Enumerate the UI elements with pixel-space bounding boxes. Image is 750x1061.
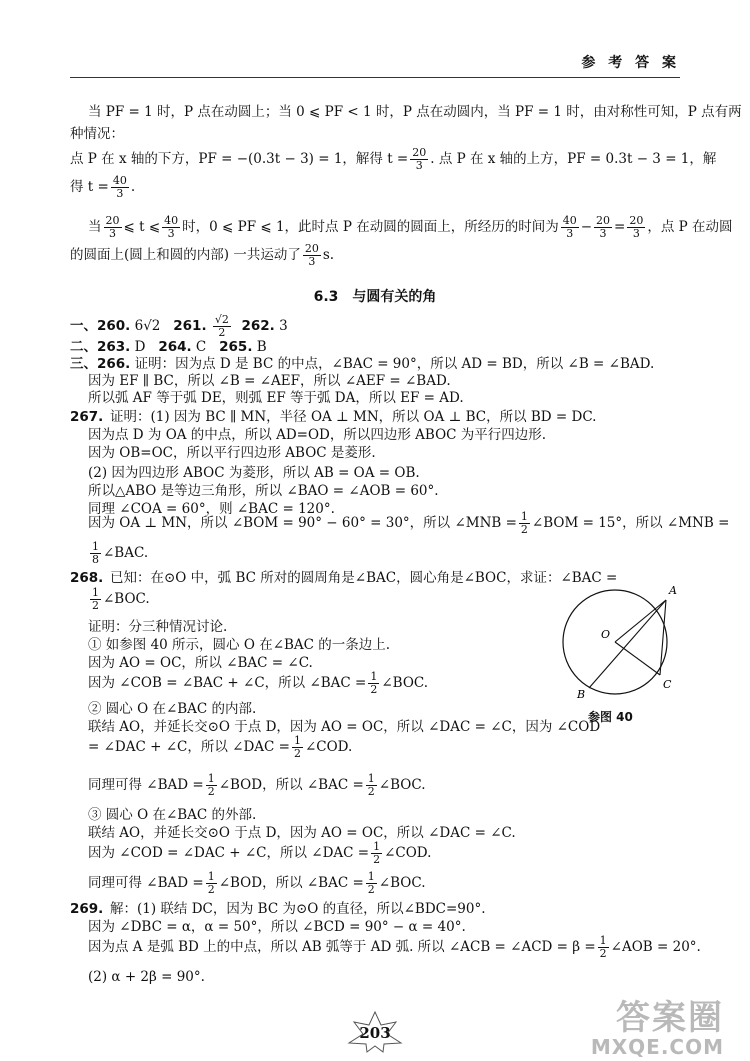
p268-line-4: ① 如参图 40 所示，圆心 O 在∠BAC 的一条边上. — [88, 637, 391, 653]
chord-ac — [660, 600, 666, 675]
p268-line-14: 同理可得 ∠BAD = $\frac{1}{2}$ ∠BOD，所以 ∠BAC = $\frac{1}{2}$ ∠BOC. — [88, 870, 426, 896]
problem-number-268: 268. — [70, 570, 104, 586]
p267-line-6: 同理 ∠COA = 60°，则 ∠BAC = 120°. — [88, 501, 335, 517]
p269-line-3: 因为点 A 是弧 BD 上的中点，所以 AB 弧等于 AD 弧. 所以 ∠ACB = ∠ACD = β = $\frac{1}{2}$ ∠AOB = 20°. — [88, 934, 701, 960]
p268-line-11: ③ 圆心 O 在∠BAC 的外部. — [88, 807, 257, 823]
p268-line-1: 已知：在⊙O 中，弧 BC 所对的圆周角是∠BAC，圆心角是∠BOC，求证：∠BAC = — [110, 570, 618, 586]
intro-line-3: 点 P 在 x 轴的下方，PF = −(0.3t − 3) = 1，解得 t = $\frac{20}{3}$ . 点 P 在 x 轴的上方，PF = 0.3t − 3 = 1，解 — [70, 146, 717, 172]
problem-number-267: 267. — [70, 409, 104, 425]
p268-line-13: 因为 ∠COD = ∠DAC + ∠C，所以 ∠DAC = $\frac{1}{2}$ ∠COD. — [88, 840, 432, 866]
p268-line-3: 证明：分三种情况讨论. — [88, 619, 228, 635]
p268-line-10: 同理可得 ∠BAD = $\frac{1}{2}$ ∠BOD，所以 ∠BAC = $\frac{1}{2}$ ∠BOC. — [88, 772, 426, 798]
answer-line-266-3: 所以弧 AF 等于弧 DE，则弧 EF 等于弧 DA，所以 EF = AD. — [88, 390, 464, 406]
chord-ab — [589, 600, 666, 688]
p268-line-2: $\frac{1}{2}$ ∠BOC. — [92, 586, 150, 612]
header-rule — [70, 77, 680, 78]
section-title: 6.3 与圆有关的角 — [313, 289, 437, 305]
p268-line-12: 联结 AO，并延长交⊙O 于点 D，因为 AO = OC，所以 ∠DAC = ∠C. — [88, 825, 516, 841]
watermark: 答案圈 MXQE.COM — [590, 998, 724, 1059]
answer-line-266: 三、266. 证明：因为点 D 是 BC 的中点，∠BAC = 90°，所以 AD = BD，所以 ∠B = ∠BAD. — [70, 356, 655, 372]
p269-line-2: 因为 ∠DBC = α，α = 50°，所以 ∠BCD = 90° − α = 40°. — [88, 919, 466, 935]
intro-line-2: 种情况： — [70, 126, 124, 142]
p267-line-1: 证明：(1) 因为 BC ∥ MN，半径 OA ⊥ MN，所以 OA ⊥ BC，所以 BD = DC. — [110, 409, 597, 425]
p267-line-4: (2) 因为四边形 ABOC 为菱形，所以 AB = OA = OB. — [88, 465, 420, 481]
circle-figure — [555, 580, 685, 705]
label-b: B — [577, 688, 586, 701]
p268-line-6: 因为 ∠COB = ∠BAC + ∠C，所以 ∠BAC = $\frac{1}{2}$ ∠BOC. — [88, 670, 429, 696]
p268-line-7: ② 圆心 O 在∠BAC 的内部. — [88, 701, 257, 717]
p267-line-8: $\frac{1}{8}$ ∠BAC. — [92, 540, 149, 566]
label-c: C — [663, 678, 672, 691]
intro-line-5: 当 $\frac{20}{3}$ ⩽ t ⩽ $\frac{40}{3}$ 时，0 ⩽ PF ⩽ 1，此时点 P 在动圆的圆面上，所经历的时间为 $\frac{40}{3}$ − $\frac{20}{3}$ = $\frac{20}{3}$ ，点 P 在动圆 — [88, 214, 733, 240]
label-o: O — [601, 628, 611, 641]
p268-line-9: = ∠DAC + ∠C，所以 ∠DAC = $\frac{1}{2}$ ∠COD. — [88, 734, 353, 760]
page-number: 203 — [359, 1024, 391, 1042]
intro-line-6: 的圆面上(圆上和圆的内部) 一共运动了 $\frac{20}{3}$ s. — [70, 242, 335, 268]
p267-line-7: 因为 OA ⊥ MN，所以 ∠BOM = 90° − 60° = 30°，所以 ∠MNB = $\frac{1}{2}$ ∠BOM = 15°，所以 ∠MNB = — [88, 510, 730, 536]
p267-line-2: 因为点 D 为 OA 的中点，所以 AD=OD，所以四边形 ABOC 为平行四边形. — [88, 427, 547, 443]
intro-line-1: 当 PF = 1 时，P 点在动圆上；当 0 ⩽ PF < 1 时，P 点在动圆内，当 PF = 1 时，由对称性可知，P 点有两 — [88, 104, 742, 120]
answer-line-263: 二、263. D 264. C 265. B — [70, 339, 267, 355]
answer-line-260: 一、260. 6√2 261. $\frac{√2}{2}$ 262. 3 — [70, 313, 288, 339]
p267-line-3: 因为 OB=OC，所以平行四边形 ABOC 是菱形. — [88, 445, 376, 461]
p268-line-5: 因为 AO = OC，所以 ∠BAC = ∠C. — [88, 655, 313, 671]
p269-line-1: 解：(1) 联结 DC，因为 BC 为⊙O 的直径，所以∠BDC=90°. — [110, 901, 486, 917]
p269-line-4: (2) α + 2β = 90°. — [88, 969, 205, 985]
radius-oa — [615, 600, 666, 642]
answer-line-266-2: 因为 EF ∥ BC，所以 ∠B = ∠AEF，所以 ∠AEF = ∠BAD. — [88, 373, 451, 389]
problem-number-269: 269. — [70, 901, 104, 917]
radius-oc — [615, 642, 660, 675]
running-header: 参 考 答 案 — [581, 55, 680, 71]
intro-line-4: 得 t = $\frac{40}{3}$ . — [70, 174, 136, 200]
figure-caption: 参图 40 — [588, 710, 633, 724]
p267-line-5: 所以△ABO 是等边三角形，所以 ∠BAO = ∠AOB = 60°. — [88, 483, 439, 499]
label-a: A — [669, 584, 677, 597]
p268-line-8: 联结 AO，并延长交⊙O 于点 D，因为 AO = OC，所以 ∠DAC = ∠C，因为 ∠COD — [88, 719, 601, 735]
frac-20-3: $\frac{20}{3}$ — [412, 146, 427, 172]
